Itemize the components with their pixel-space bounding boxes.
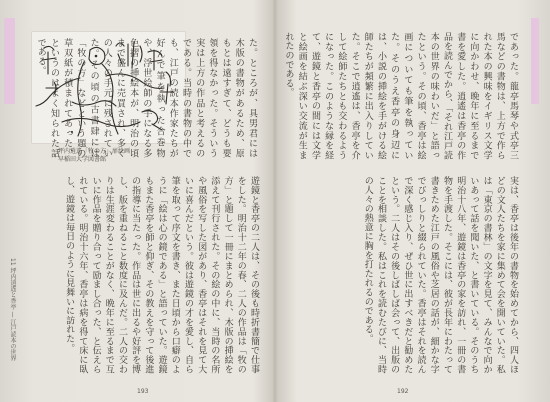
right-body-text-bottom: 実は、香亭は後年の書物を始めてから、四人ほどの文人たちを家に集めて会を開いていた。私は「東京の書林」の文字を見て、みんなで向かいあって話を聞いた、と書いている。そのうち明治十八年、遊鏡は香亭の家を訪れ、一冊の書物を手渡した。そこには、彼が長年にわたって書きためた江戸の風俗や芝居の話が、細かな字でびっしりと綴られていた。香亭はそれを読んで深く感じ入り、ぜひ世に出すべきだと勧めたという。二人はその後しばしば会って、出版のことを相談した。私はこれを読むたびに、当時の人々の熱意に胸を打たれるのである。 [362, 176, 518, 374]
page-number-left: 193 [137, 388, 149, 395]
section-tab-right [531, 18, 539, 104]
right-body-text-top: であった。龍亭馬琴や式亭三馬などの書物は、上方で作られた本の興味をイギリス文学に向かわせ、晩年に至るまで書を愛した。逍遙は香亭の作品を読んでから、「それ江戸読本の世界の味わいだ」と語ったという。その頃、香亭は絵画についても筆を執っていた。そのうえ香亭の身辺には、小説の挿絵を手がける絵師たちが頻繁に出入りしていた。そこで逍遙は、香亭を介して絵師たちとも交わるようになった。このような縁を経て、遊鏡と香亭の間には文学と絵画を結ぶ深い交流が生まれたのである。 [283, 32, 518, 160]
caption-title: 坪内逍遙「牧の方」扉絵画 [58, 148, 131, 155]
right-page [275, 0, 550, 402]
page-number-right: 192 [397, 388, 409, 395]
left-body-text-bottom: 遊鏡と香亭の二人は、その後も時折書簡で仕事をした。明治十二年の春、二人の作品は「牧の方」と題して一冊にまとめられ、木版の挿絵を添えて刊行された。その絵の中に、当時の名所や風俗を写した図があり、香亭はそれを見て大いに喜んだという。彼は遊鏡の才を愛し、自ら筆を取って序文を書き、また日頃から口癖のように「絵は心の鏡である」と語っていた。遊鏡もまた香亭を師と仰ぎ、その教えを守って後進の指導に当たった。作品は世に出るや好評を博し、版を重ねること数度に及んだ。二人の交わりは生涯変わることがなく、晩年に至るまで互いに作品を贈り合って励まし合った、と伝えられている。明治十六年、香亭は病を得て床に臥し、遊鏡は毎日のように見舞いに訪れた。 [64, 176, 259, 374]
left-body-text-top: た。ところが、具男君には木版の書物があるため、原もとは遠すぎて、どうも要領を得なかった。そういう実は上方の作品と考えるのである。当時の書物の中でも、江戸の読本作家たちが好んで筆を執った合巻物や、浮世絵師の手になる多色摺の挿絵本が、明治の頃まで盛んに売買され、多くの人々の手元に残されていた。その頃の古書肆には「牧の方」などという題の草双紙が積まれてあった、というのはよく知られた話である。 [35, 38, 257, 158]
caption-source: 早稲田大学図書館 [58, 156, 107, 163]
section-tab [4, 18, 15, 104]
running-section-label: 11 坪内逍遙と香亭 — 江戸読本の世界 [9, 258, 16, 362]
